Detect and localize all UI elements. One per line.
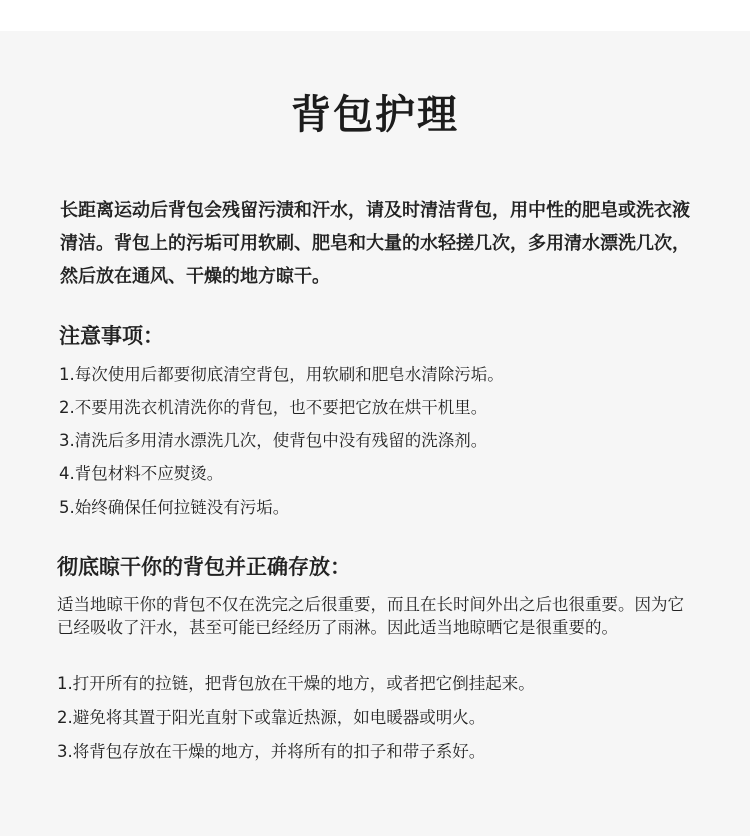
drying-item: 2.避免将其置于阳光直射下或靠近热源，如电暖器或明火。	[57, 708, 486, 727]
notes-item: 4.背包材料不应熨烫。	[59, 464, 224, 483]
page-title: 背包护理	[291, 92, 459, 138]
intro-paragraph: 长距离运动后背包会残留污渍和汗水，请及时清洁背包，用中性的肥皂或洗衣液清洁。背包上的污垢可用软刷、肥皂和大量的水轻搓几次，多用清水漂洗几次，然后放在通风、干燥的地方晾干。	[60, 200, 690, 287]
content-panel	[0, 31, 750, 836]
drying-paragraph: 适当地晾干你的背包不仅在洗完之后很重要，而且在长时间外出之后也很重要。因为它已经吸收了汗水，甚至可能已经经历了雨淋。因此适当地晾晒它是很重要的。	[57, 595, 684, 637]
drying-item: 1.打开所有的拉链，把背包放在干燥的地方，或者把它倒挂起来。	[57, 674, 535, 693]
notes-item: 2.不要用洗衣机清洗你的背包，也不要把它放在烘干机里。	[59, 398, 488, 417]
notes-heading: 注意事项：	[59, 324, 164, 348]
drying-heading: 彻底晾干你的背包并正确存放：	[57, 555, 351, 579]
drying-item: 3.将背包存放在干燥的地方，并将所有的扣子和带子系好。	[57, 742, 486, 761]
notes-item: 1.每次使用后都要彻底清空背包，用软刷和肥皂水清除污垢。	[59, 365, 504, 384]
notes-item: 3.清洗后多用清水漂洗几次，使背包中没有残留的洗涤剂。	[59, 431, 488, 450]
notes-item: 5.始终确保任何拉链没有污垢。	[59, 498, 290, 517]
top-strip	[0, 0, 750, 31]
